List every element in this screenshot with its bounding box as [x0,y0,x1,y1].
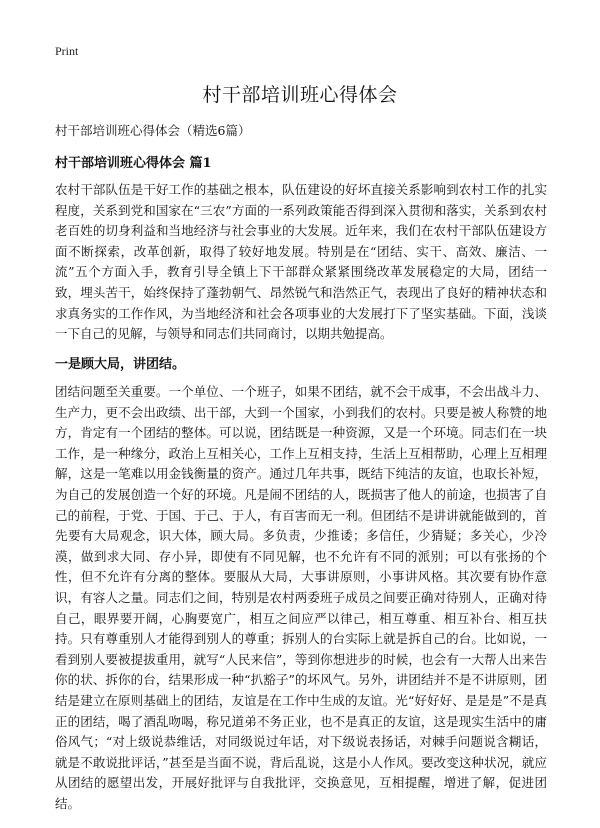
paragraph-intro: 农村干部队伍是干好工作的基础之根本，队伍建设的好坏直接关系影响到农村工作的扎实程度，关系到党和国家在“三农”方面的一系列政策能否得到深入贯彻和落实，关系到农村老百姓的切身利益和当地经济与社会事业的大发展。近年来，我们在农村干部队伍建设方面不断探索，改革创新，取得了较好地发展。特别是在“团结、实干、高效、廉洁、一流”五个方面入手，教育引导全镇上下干部群众紧紧围绕改革发展稳定的大局，团结一致，埋头苦干，始终保持了蓬勃朝气、昂然锐气和浩然正气，表现出了良好的精神状态和求真务实的工作作风，为当地经济和社会各项事业的大发展打下了坚实基础。下面，浅谈一下自己的见解，与领导和同志们共同商讨，以期共勉提高。 [55,182,547,342]
page-title: 村干部培训班心得体会 [202,84,398,106]
print-link[interactable]: Print [55,44,79,58]
section-title: 村干部培训班心得体会 篇1 [55,156,212,171]
subheading-unity: 一是顾大局，讲团结。 [55,357,186,372]
paragraph-unity: 团结问题至关重要。一个单位、一个班子，如果不团结，就不会干成事，不会出战斗力、生产力，更不会出政绩、出干部，大到一个国家，小到我们的农村。只要是被人称赞的地方，肯定有一个团结的整体。可以说，团结既是一种资源，又是一个环境。同志们在一块工作，是一种缘分，政治上互相关心，工作上互相支持，生活上互相帮助，心理上互相理解，这是一笔难以用金钱衡量的资产。通过几年共事，既结下纯洁的友谊，也取长补短，为自己的发展创造一个好的环境。凡是闹不团结的人，既损害了他人的前途，也损害了自己的前程，于党、于国、于己、于人，有百害而无一利。但团结不是讲讲就能做到的，首先要有大局观念，识大体，顾大局。多负责，少推诿；多信任，少猜疑；多关心，少冷漠，做到求大同、存小异，即使有不同见解，也不允许有不同的派别；可以有张扬的个性，但不允许有分离的整体。要服从大局，大事讲原则，小事讲风格。其次要有协作意识，有容人之量。同志们之间，特别是农村两委班子成员之间要正确对待别人，正确对待自己，眼界要开阔，心胸要宽广，相互之间应严以律己，相互尊重、相互补台、相互扶持。只有尊重别人才能得到别人的尊重；拆别人的台实际上就是拆自己的台。比如说，一看到别人要被提拔重用，就写“人民来信”，等到你想进步的时候，也会有一大帮人出来告你的状、拆你的台，结果形成一种“扒豁子”的坏风气。另外，讲团结并不是不讲原则，团结是建立在原则基础上的团结，友谊是在工作中生成的友谊。光“好好好、是是是”不是真正的团结，喝了酒乱吻喝，称兄道弟不务正业，也不是真正的友谊，这是现实生活中的庸俗风气；“对上级说恭维话，对同级说过年话，对下级说表扬话，对棘手问题说含糊话，就是不敢说批评话，”甚至是当面不说，背后乱说，这是小人作风。要改变这种状况，就应从团结的愿望出发，开展好批评与自我批评，交换意见，互相提醒，增进了解，促进团结。 [55,384,547,811]
document-subtitle: 村干部培训班心得体会（精选6篇） [55,123,251,138]
